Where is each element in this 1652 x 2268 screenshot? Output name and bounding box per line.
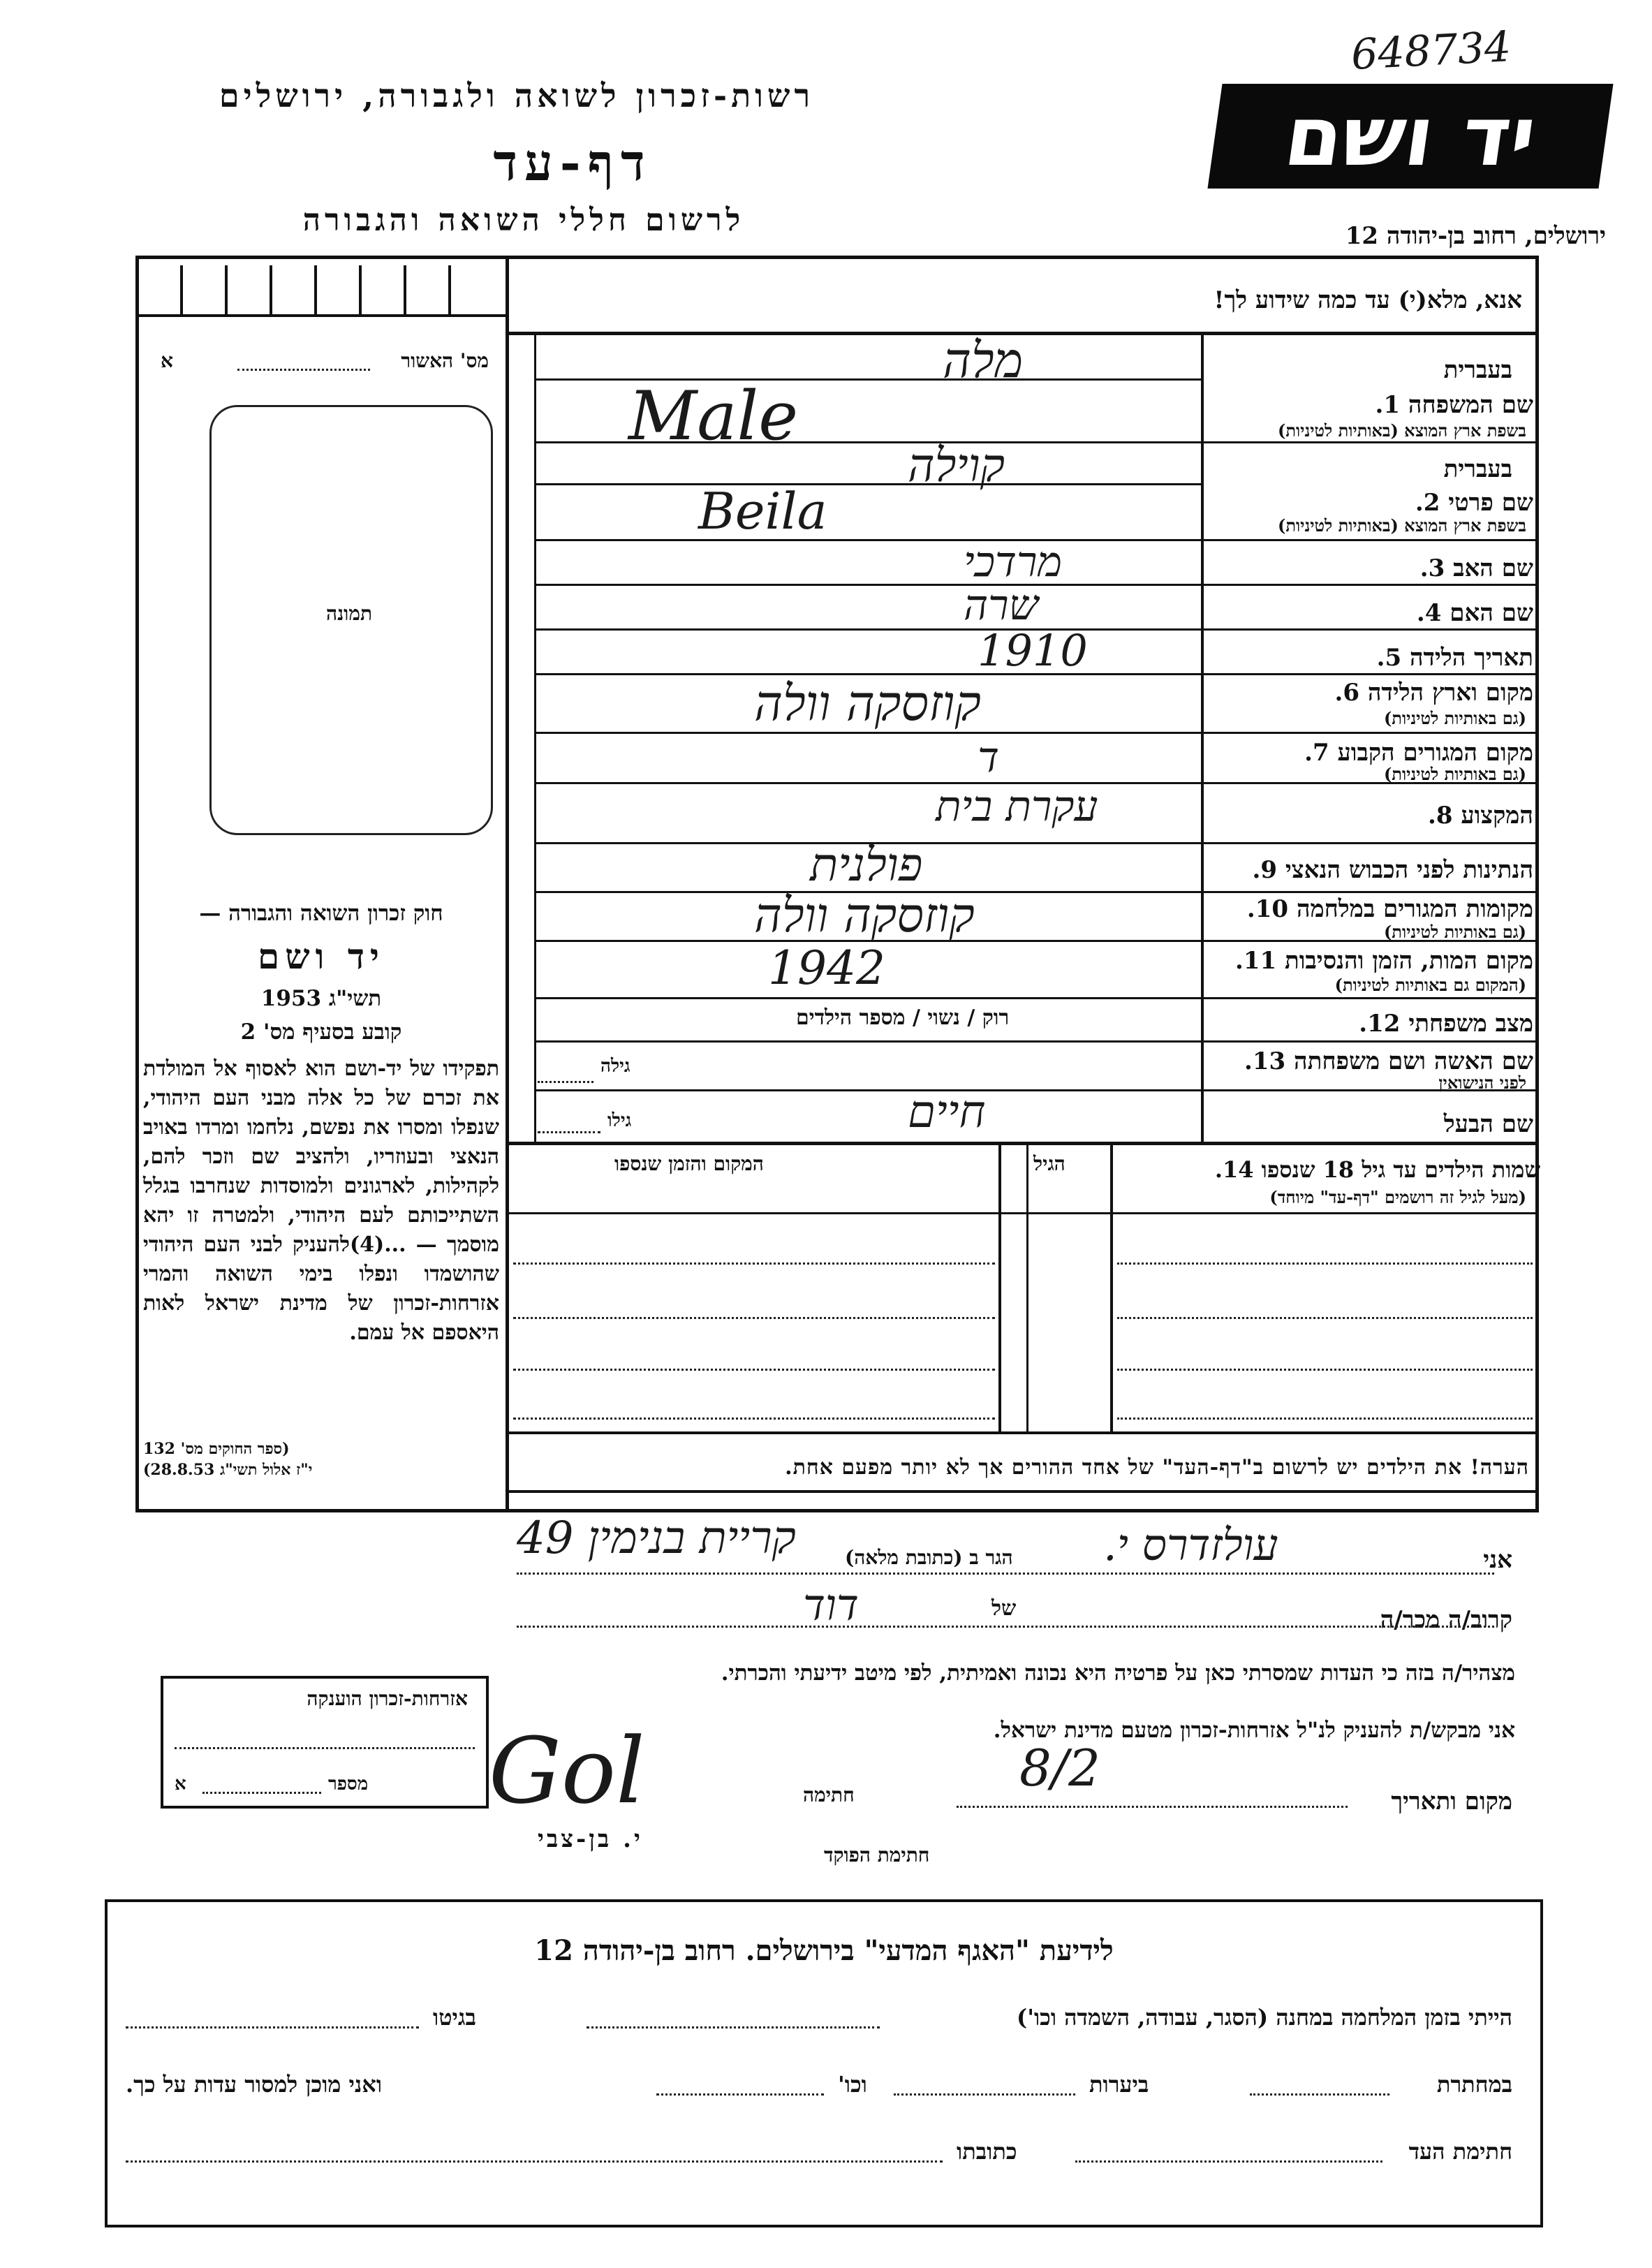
field-2-label: שם פרטי 2. bbox=[1415, 489, 1533, 517]
field-13-label: שם האשה ושם משפחתה 13. bbox=[1244, 1047, 1533, 1075]
field-7-sublabel: (גם באותיות לטיניות) bbox=[1383, 764, 1526, 784]
footer-address-label: כתובתו bbox=[957, 2138, 1017, 2165]
field-3-value[interactable]: מרדכי bbox=[964, 538, 1063, 587]
field-4-label: שם האם 4. bbox=[1416, 599, 1533, 627]
field-13-sublabel: לפני הנישואין bbox=[1438, 1073, 1526, 1093]
field-9-value[interactable]: פולנית bbox=[810, 838, 923, 892]
field-5-value[interactable]: 1910 bbox=[978, 625, 1088, 676]
field-5-label: תאריך הלידה 5. bbox=[1376, 644, 1533, 672]
field-1-label: שם המשפחה 1. bbox=[1375, 391, 1533, 419]
request-text: אני מבקש/ת להעניק לנ"ל אזרחות-זכרון מטעם מדינת ישראל. bbox=[993, 1718, 1515, 1743]
field-10-value[interactable]: קוזסקה וולה bbox=[754, 888, 975, 943]
declarant-i-label: אני bbox=[1483, 1546, 1512, 1574]
law-reference-2: י"ז אלול תשי"ג 28.8.53) bbox=[143, 1461, 313, 1479]
field-2-sublabel: בשפת ארץ המוצא (באותיות לטיניות) bbox=[1278, 515, 1526, 536]
place-date-value[interactable]: 8/2 bbox=[1019, 1739, 1100, 1797]
declarant-name-value[interactable]: עולזדרס י. bbox=[1103, 1519, 1278, 1570]
official-stamp: י. בן-צבי bbox=[538, 1825, 643, 1853]
relation-label: קרוב/ה מכר/ה bbox=[1380, 1606, 1512, 1634]
form-subtitle: לרשום חללי השואה והגבורה bbox=[302, 202, 745, 238]
archive-number-suffix: א bbox=[161, 349, 173, 372]
footer-title: לידיעת "האגף המדעי" בירושלים. רחוב בן-יהודה 12 bbox=[534, 1934, 1114, 1967]
relation-value[interactable]: דוד bbox=[803, 1580, 859, 1630]
citizenship-title: אזרחות-זכרון הוענקה bbox=[307, 1687, 468, 1710]
serial-number: 648734 bbox=[1350, 22, 1512, 80]
declarant-address-value[interactable]: קריית בנימין 49 bbox=[517, 1512, 796, 1564]
field-1-hebrew-tag: בעברית bbox=[1443, 356, 1512, 384]
field-3-label: שם האב 3. bbox=[1419, 554, 1533, 582]
logo-text: יד ושם bbox=[1278, 88, 1542, 184]
footer-witness-signature-label: חתימת העד bbox=[1408, 2138, 1512, 2165]
declarant-residing-label: הגר ב (כתובת מלאה) bbox=[845, 1546, 1013, 1569]
field-9-label: הנתינות לפני הכבוש הנאצי 9. bbox=[1252, 856, 1533, 884]
husband-name-value[interactable]: חיים bbox=[908, 1087, 986, 1138]
field-7-label: מקום המגורים הקבוע 7. bbox=[1304, 739, 1533, 767]
children-sublabel: (מעל לגיל זה רושמים "דף-עד" מיוחד) bbox=[1269, 1187, 1526, 1207]
header-address: ירושלים, רחוב בן-יהודה 12 bbox=[1345, 222, 1606, 250]
citizenship-number-label: מספר bbox=[328, 1774, 369, 1795]
field-8-label: המקצוע 8. bbox=[1427, 802, 1533, 830]
field-11-value[interactable]: 1942 bbox=[768, 941, 885, 995]
husband-name-label: שם הבעל bbox=[1443, 1110, 1533, 1138]
official-signature-label: חתימת הפוקד bbox=[824, 1843, 930, 1866]
field-10-label: מקומות המגורים במלחמה 10. bbox=[1246, 895, 1533, 923]
form-title: דף-עד bbox=[493, 133, 652, 192]
law-text: תפקידו של יד-ושם הוא לאסוף אל המולדת את זכרם של כל אלה מבני העם היהודי, שנפלו ומסרו את נפשם, נלחמו ומרדו באויב הנאצי ובעוזריו, ולהציב שם וזכר להם, לקהילות, לארגונים ולמוסדות שנחרבו בגלל השתייכותם לעם היהודי, ולמטרה זו יהא מוסמך — ...(4)להעניק לבני העם היהודי שהושמדו ונפלו בימי השואה והמרי אזרחות-זכרון של מדינת ישראל לאות היאספם אל עמם. bbox=[143, 1056, 499, 1345]
footer-ghetto-label: בגיטו bbox=[433, 2004, 476, 2031]
law-name: יד ושם bbox=[258, 936, 385, 977]
field-4-value[interactable]: שרה bbox=[964, 581, 1039, 630]
yad-vashem-logo bbox=[1207, 84, 1613, 189]
law-title: חוק זכרון השואה והגבורה — bbox=[199, 901, 443, 926]
field-1-sublabel: בשפת ארץ המוצא (באותיות לטיניות) bbox=[1278, 420, 1526, 441]
field-1-latin-value[interactable]: Male bbox=[628, 377, 799, 455]
photo-label: תמונה bbox=[325, 602, 373, 625]
field-6-label: מקום וארץ הלידה 6. bbox=[1334, 679, 1533, 707]
archive-number-field[interactable] bbox=[161, 349, 489, 377]
field-11-label: מקום המות, הזמן והנסיבות 11. bbox=[1234, 947, 1533, 975]
citizenship-number-suffix: א bbox=[175, 1774, 186, 1795]
field-12-options[interactable]: רוק / נשוי / מספר הילדים bbox=[796, 1006, 1010, 1030]
law-year: תשי"ג 1953 bbox=[260, 986, 382, 1011]
children-place-header: המקום והזמן שנספו bbox=[614, 1152, 764, 1175]
field-11-sublabel: (המקום גם באותיות לטיניות) bbox=[1334, 975, 1526, 995]
footer-ready-text: ואני מוכן למסור עדות על כך. bbox=[126, 2071, 383, 2098]
field-6-sublabel: (גם באותיות לטיניות) bbox=[1383, 708, 1526, 728]
field-2-latin-value[interactable]: Beila bbox=[698, 482, 827, 540]
field-2-hebrew-value[interactable]: קוילה bbox=[908, 439, 1005, 492]
institution-line: רשות-זכרון לשואה ולגבורה, ירושלים bbox=[219, 77, 815, 115]
field-10-sublabel: (גם באותיות לטיניות) bbox=[1383, 922, 1526, 942]
signature-label: חתימה bbox=[803, 1783, 855, 1806]
form-intro: אנא, מלא(י) עד כמה שידוע לך! bbox=[1214, 286, 1522, 314]
children-age-header: הגיל bbox=[1033, 1152, 1065, 1175]
wife-age-label: גילה bbox=[600, 1056, 630, 1077]
children-note: הערה! את הילדים יש לרשום ב"דף-העד" של אחד ההורים אך לא יותר מפעם אחת. bbox=[785, 1455, 1529, 1480]
field-6-value[interactable]: קוזסקה וולה bbox=[754, 675, 982, 732]
field-12-label: מצב משפחתי 12. bbox=[1359, 1010, 1533, 1038]
children-label: שמות הילדים עד גיל 18 שנספו 14. bbox=[1214, 1156, 1540, 1183]
place-date-label: מקום ותאריך bbox=[1391, 1788, 1512, 1816]
footer-etc-label: וכו' bbox=[838, 2071, 867, 2098]
law-section: קובע בסעיף מס' 2 bbox=[240, 1019, 402, 1045]
law-reference-1: (ספר החוקים מס' 132 bbox=[143, 1440, 290, 1458]
signature-value[interactable]: Gol bbox=[489, 1718, 645, 1824]
husband-age-label: גילו bbox=[607, 1110, 632, 1131]
field-2-hebrew-tag: בעברית bbox=[1443, 455, 1512, 483]
footer-camp-label: הייתי בזמן המלחמה במחנה (הסגר, עבודה, השמדה וכו') bbox=[1017, 2004, 1512, 2031]
archive-number-label: מס' האשור bbox=[401, 349, 489, 372]
field-7-value[interactable]: ד bbox=[978, 733, 999, 782]
field-8-value[interactable]: עקרת בית bbox=[936, 782, 1098, 831]
declaration-text: מצהיר/ה בזה כי העדות שמסרתי כאן על פרטיה היא נכונה ואמיתית, לפי מיטב ידיעתי והכרתי. bbox=[721, 1660, 1515, 1686]
relation-of-label: של bbox=[991, 1596, 1017, 1621]
footer-forests-label: ביערות bbox=[1089, 2071, 1149, 2098]
footer-underground-label: במחתרת bbox=[1436, 2071, 1512, 2098]
field-1-hebrew-value[interactable]: מלה bbox=[943, 332, 1024, 389]
